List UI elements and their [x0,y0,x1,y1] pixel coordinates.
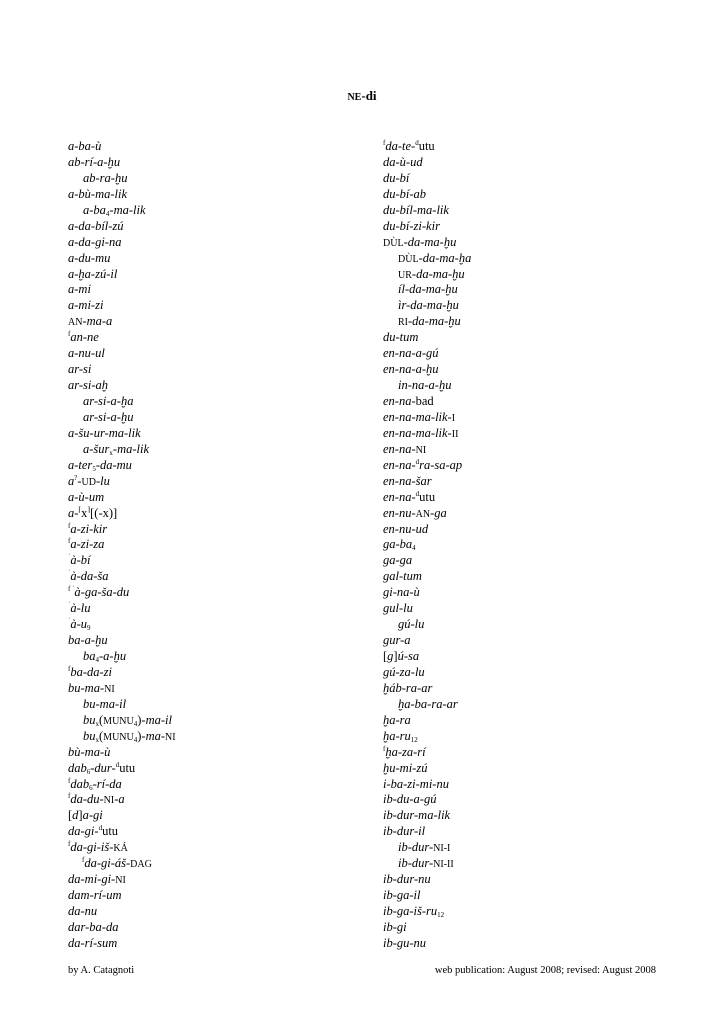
entry-text: 12 [437,911,445,919]
entry-text: 5 [92,464,96,473]
list-item [68,936,176,952]
list-item [68,745,176,761]
list-item [68,410,176,426]
entry-text: -da-ma-ḫu [408,314,461,329]
list-item [68,601,176,617]
list-item [68,251,176,267]
entry-text: bu [83,728,96,743]
entry-text: en-na- [383,457,416,472]
entry-text: ab-ra-ḫu [83,170,128,185]
entry-text: 9 [87,624,91,633]
entry-text: a-bù-ma-lik [68,186,128,201]
entry-text: 12 [410,735,418,744]
list-item [68,346,176,362]
entry-text: du-bí-ab [383,186,427,201]
list-item [68,506,176,522]
list-item [383,633,471,649]
list-item [383,792,471,808]
entry-text: ? [74,473,78,482]
entry-text: à-u [70,617,88,632]
list-item [68,681,176,697]
entry-text: f [82,856,85,865]
list-item [68,617,176,633]
entry-text: dar-ba-da [68,919,119,934]
entry-text: ar-si [68,362,92,377]
list-item [383,761,471,777]
entry-text: ( [99,728,104,743]
list-item [68,267,176,283]
entry-text: -da-ma-ḫu [403,234,457,249]
entry-text: UR [398,269,412,281]
entry-text: du-bíl-ma-lik [383,202,449,217]
list-item [383,155,471,171]
list-item [383,394,471,410]
entry-text: en-na- [383,489,416,504]
entry-text: ib-ga-iš-ru [383,904,438,918]
entry-text: f [383,139,386,147]
entry-text: d [72,808,79,823]
list-item [383,171,471,187]
list-item [68,888,176,904]
entry-text: KÁ [113,843,128,855]
entry-text: utu [418,139,435,153]
entry-text: ga-ba [383,537,413,552]
list-item [68,713,176,729]
entry-text: x [95,719,99,728]
entry-text: da-mi-gi- [68,872,116,887]
list-item [68,697,176,713]
entry-text: dab [68,760,87,775]
entry-text: NI [104,683,115,695]
list-item [383,362,471,378]
entry-text: en-nu- [383,505,416,520]
entry-text: d [415,139,419,147]
entry-text: ʾ [68,569,71,578]
list-item [68,569,176,585]
list-item [68,442,176,458]
list-item [383,904,471,920]
entry-text: gur-a [383,633,411,648]
entry-text: f [68,664,71,673]
entry-text: ib-gi [383,919,407,934]
entry-text: ḫáb-ra-ar [383,680,433,695]
list-item [68,490,176,506]
list-item [383,506,471,522]
list-item [383,745,471,761]
entry-text: NI [165,731,176,743]
list-item [68,553,176,569]
list-item [68,729,176,745]
entry-text: ga-ga [383,553,413,568]
entry-text: ba [83,649,96,663]
entry-text: a-ba-ù [68,139,102,153]
entry-text: d [98,824,103,833]
list-item [383,601,471,617]
list-item [383,824,471,840]
entry-text: ] [78,808,83,823]
entry-text: utu [102,824,119,839]
entry-text: an-ne [70,330,99,345]
entry-text: a-gi [82,808,103,823]
entry-text: du-bí [383,170,410,185]
entry-text: ba-da-zi [70,664,113,679]
entry-text: NI [115,875,126,887]
entry-text: 4 [412,544,416,553]
list-item [383,267,471,283]
entry-text: ib-dur-ma-lik [383,808,451,823]
entry-text: f [68,521,71,530]
list-item [68,522,176,538]
list-item [68,856,176,872]
entry-text: ḫa-ba-ra-ar [398,696,458,711]
entry-text: en-nu-ud [383,521,429,536]
list-item [68,585,176,601]
list-item [383,537,471,553]
entry-text: bu-ma-il [83,696,127,711]
entry-text: ʾ [68,601,71,610]
entry-text: NI-II [433,859,454,871]
page-title-suffix: -di [361,88,377,103]
list-item [383,649,471,665]
entry-text: f ʾ [68,585,75,594]
list-item [383,617,471,633]
list-item [68,761,176,777]
entry-text: -ma-il [141,712,172,727]
entry-text: a-da-gi-na [68,234,122,249]
list-item [68,920,176,936]
entry-text: ] [393,649,398,663]
list-item [68,426,176,442]
list-item [383,442,471,458]
list-item [383,282,471,298]
entry-text: -rí-da [92,776,122,791]
entry-text: ( [99,712,104,727]
entry-text: bù-ma-ù [68,744,111,759]
entry-text: da-nu [68,904,98,918]
entry-text: II [451,428,459,440]
entry-text: x [109,448,113,457]
entry-text: NI-I [433,843,451,855]
entry-text: MUNU [103,715,134,727]
entry-text: DÙL [398,253,419,265]
entry-text: ib-du-a-gú [383,792,437,807]
entry-text: f [68,537,71,546]
list-item [383,665,471,681]
list-item [383,346,471,362]
entry-text: a-mi [68,282,91,297]
entry-text: a-du-mu [68,250,111,265]
list-item [68,219,176,235]
entry-text: ar-si-aḫ [68,378,109,393]
list-item [68,139,176,155]
left-column [68,139,176,952]
entry-text: a-zi-kir [70,521,108,536]
entry-text: a-zi-za [70,537,105,552]
entry-text: a [68,473,75,488]
list-item [68,314,176,330]
entry-text: 4 [95,656,99,664]
entry-text: ⌈ [78,505,82,514]
list-item [68,155,176,171]
entry-text: a- [68,505,79,520]
entry-text: íl-da-ma-ḫu [398,282,458,297]
entry-text: utu [419,489,436,504]
list-item [383,872,471,888]
entry-text: 4 [133,719,138,728]
entry-text: ⌉ [87,505,91,514]
list-item [383,553,471,569]
entry-text: -dur- [90,760,116,775]
entry-text: -ga [430,505,447,520]
entry-text: en-na-ma-lik- [383,425,452,440]
entry-text: NI [415,444,427,456]
entry-text: ìr-da-ma-ḫu [398,298,459,313]
entry-text: ab-rí-a-ḫu [68,154,121,169]
list-item [68,394,176,410]
entry-text: dab [70,776,90,791]
entry-text: gal-tum [383,569,422,584]
entry-text: ʾ [68,617,71,626]
page-title [0,88,724,104]
list-item [68,872,176,888]
entry-text: bu [83,712,96,727]
entry-text: f [68,776,71,785]
list-item [383,808,471,824]
entry-text: en-na-ma-lik- [383,409,452,424]
entry-text: gú-za-lu [383,664,425,679]
list-item [68,458,176,474]
entry-text: en-na-a-gú [383,346,439,361]
entry-text: 6 [86,767,91,776]
entry-text: da-du- [70,792,104,807]
list-item [68,474,176,490]
entry-text: f [68,792,71,801]
entry-text: 6 [89,783,93,792]
entry-text: a-ba [83,202,106,217]
list-item [68,904,176,920]
entry-text: ib-dur-nu [383,872,431,887]
entry-text: in-na-a-ḫu [398,378,452,393]
entry-text: a-ù-um [68,489,105,504]
entry-text: a-šur [83,441,110,456]
list-item [383,426,471,442]
entry-text: g [387,649,394,663]
list-item [383,187,471,203]
list-item [68,808,176,824]
entry-text: NI [103,795,115,807]
entry-text: -ma-lik [112,441,150,456]
entry-text: d [415,457,420,466]
entry-text: UD [81,476,96,488]
list-item [383,522,471,538]
entry-text: ib-dur- [398,840,434,855]
entry-text: à-bí [70,553,91,568]
entry-text: ib-ga-il [383,888,421,903]
entry-text: f [68,840,71,849]
entry-text: ib-dur-il [383,824,426,839]
list-item [383,139,471,155]
list-item [68,187,176,203]
entry-text: -ma- [141,728,166,743]
entry-text: ) [137,728,142,743]
list-item [383,410,471,426]
list-item [68,378,176,394]
list-item [383,729,471,745]
entry-text: ib-dur- [398,856,434,871]
list-item [383,330,471,346]
list-item [383,936,471,952]
list-item [383,203,471,219]
entry-text: da-te- [385,139,416,153]
right-column [383,139,471,952]
entry-text: d [415,489,420,498]
list-item [68,649,176,665]
list-item [68,665,176,681]
entry-text: ʾ [68,553,71,562]
list-item [383,490,471,506]
list-item [383,713,471,729]
entry-text: da-rí-sum [68,935,118,950]
list-item [383,235,471,251]
entry-text: AN [68,317,83,329]
entry-text: -da-ma-ḫa [418,250,472,265]
list-item [68,633,176,649]
list-item [68,282,176,298]
entry-text: - [77,473,82,488]
entry-text: à-lu [70,601,91,616]
list-item [383,569,471,585]
entry-text: gi-na-ù [383,585,420,600]
entry-text: da-gi- [68,824,99,839]
entry-text: d [115,760,120,769]
entry-text: ú-sa [397,649,420,663]
footer-author: by A. Catagnoti [68,965,135,976]
list-item [68,824,176,840]
list-item [383,777,471,793]
entry-text: a-nu-ul [68,346,105,361]
list-item [383,697,471,713]
entry-text: a-šu-ur-ma-lik [68,425,141,440]
list-item [68,840,176,856]
entry-text: ḫu-mi-zú [383,760,428,775]
entry-text: DAG [130,859,152,871]
entry-text: utu [119,760,136,775]
entry-text: da-gi-iš- [70,840,114,855]
entry-text: en-na- [383,441,416,456]
entry-text: bu-ma- [68,680,105,695]
entry-text: du-bí-zi-kir [383,218,440,233]
entry-text: ra-sa-ap [419,457,463,472]
entry-text: f [68,330,71,339]
footer-publication: web publication: August 2008; revised: August 2008 [434,965,656,976]
list-item [383,251,471,267]
entry-text: ar-si-a-ḫa [83,394,134,408]
entry-text: du-tum [383,330,419,345]
list-item [68,203,176,219]
entry-text: ar-si-a-ḫu [83,409,134,424]
entry-text: x [95,735,99,744]
entry-text: -da-mu [95,457,132,472]
list-item [383,920,471,936]
entry-text: à-ga-ša-du [74,585,130,600]
entry-text: -a-ḫu [99,649,127,663]
list-item [68,235,176,251]
entry-text: gú-lu [398,617,425,632]
entry-text: f [383,744,386,753]
list-item [68,171,176,187]
list-item [68,792,176,808]
entry-text: ba-a-ḫu [68,633,108,648]
list-item [68,330,176,346]
entry-text: I [451,412,456,424]
entry-text: ) [137,712,142,727]
entry-text: i-ba-zi-mi-nu [383,776,449,791]
list-item [383,856,471,872]
entry-text: -a [114,792,125,807]
entry-text: a-ḫa-zú-il [68,266,118,281]
list-item [68,777,176,793]
entry-text: da-gi-áš- [84,856,131,871]
entry-text: DÙL [383,237,404,249]
entry-text: ḫa-ru [383,728,411,743]
entry-text: à-da-ša [70,569,109,584]
list-item [68,362,176,378]
entry-text: MUNU [103,731,134,743]
list-item [383,298,471,314]
list-item [383,458,471,474]
entry-text: 4 [105,209,110,218]
page-title-prefix: NE [347,92,362,103]
entry-text: -lu [95,473,110,488]
entry-text: a-da-bíl-zú [68,218,124,233]
list-item [383,219,471,235]
list-item [68,298,176,314]
entry-text: a-ter [68,457,93,472]
entry-text: ḫa-za-rí [385,744,426,759]
list-item [383,585,471,601]
entry-text: -ma-lik [109,202,146,217]
list-item [68,537,176,553]
entry-text: bad [415,394,434,408]
entry-text: AN [415,508,431,520]
entry-text: [(-x)] [90,505,118,520]
list-item [383,681,471,697]
entry-text: a-mi-zi [68,298,104,313]
entry-text: en-na-a-ḫu [383,362,439,377]
list-item [383,314,471,330]
entry-text: gul-lu [383,601,413,616]
entry-text: en-na- [383,394,416,408]
entry-text: x [81,505,88,520]
entry-text: RI [398,317,408,329]
entry-text: ib-gu-nu [383,935,427,950]
entry-text: ḫa-ra [383,712,411,727]
entry-text: dam-rí-um [68,888,122,903]
list-item [383,888,471,904]
entry-text: -ma-a [82,314,113,329]
entry-text: [ [68,808,73,823]
list-item [383,474,471,490]
entry-text: 4 [133,735,138,744]
entry-text: en-na-šar [383,473,432,488]
entry-text: -da-ma-ḫu [411,266,465,281]
entry-text: [ [383,649,388,663]
list-item [383,840,471,856]
entry-text: da-ù-ud [383,154,423,169]
list-item [383,378,471,394]
